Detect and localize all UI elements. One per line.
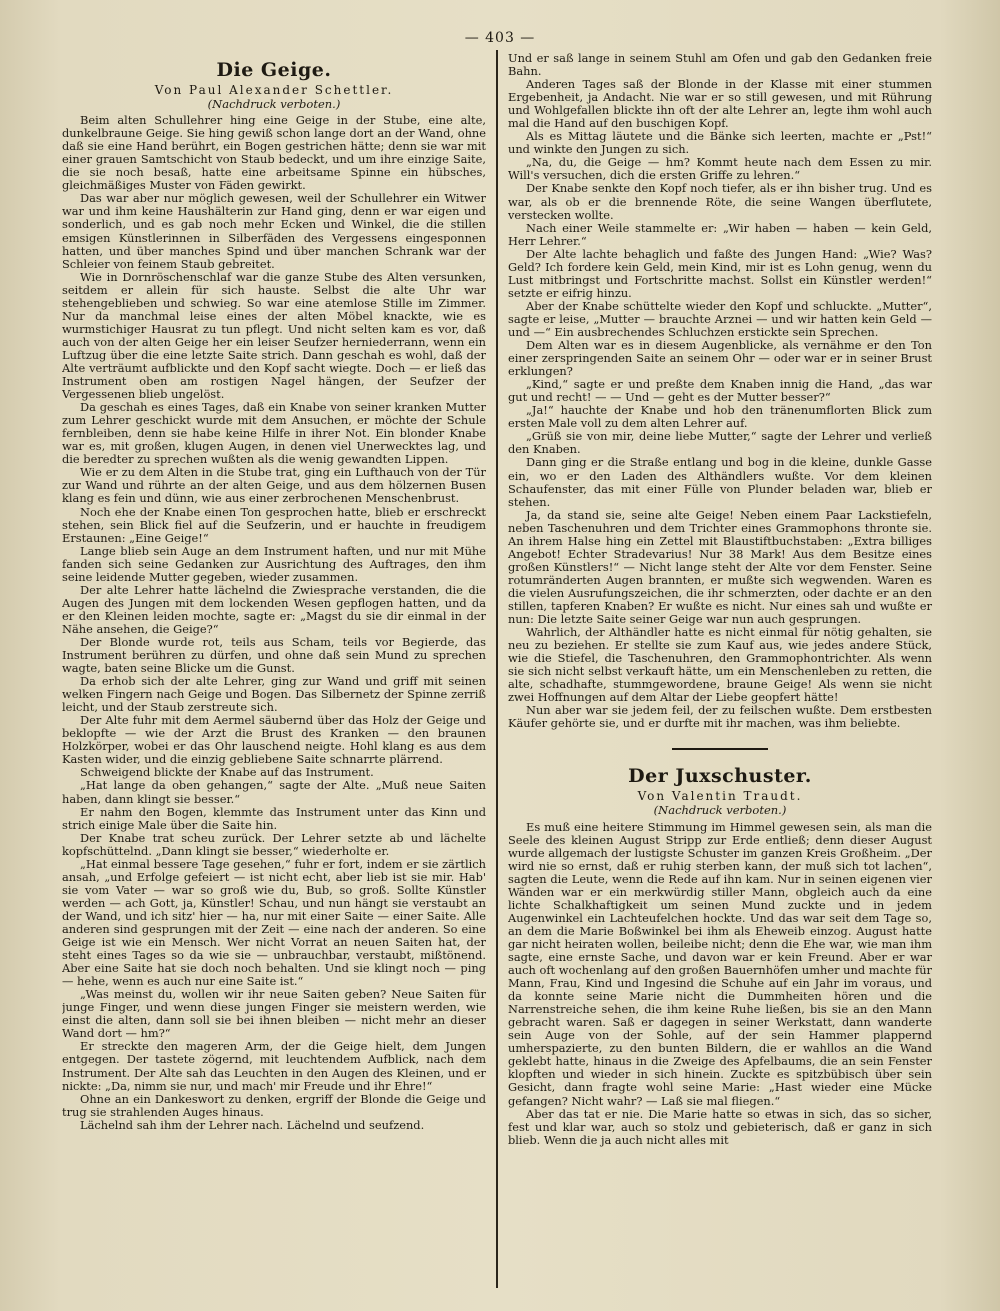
reprint-note: (Nachdruck verboten.) <box>653 803 787 818</box>
paragraph: Der alte Lehrer hatte lächelnd die Zwiesprache verstanden, die die Augen des Jungen mit dem lockenden Wesen gepflogen hatten, und da er den Kleinen leiden mochte, sagte er: „Magst du sie dir einmal in der Nähe ansehen, die Geige?“ <box>62 582 486 636</box>
paragraph: Er streckte den mageren Arm, der die Geige hielt, dem Jungen entgegen. Der tastete zögernd, mit leuchtendem Aufblick, nach dem Instrument. Der Alte sah das Leuchten in den Augen des Kleinen, und er nickte: „Da, nimm sie nur, und mach' mir Freude und ihr Ehre!“ <box>62 1039 486 1093</box>
page-number: — 403 — <box>464 30 536 46</box>
paragraph: Der Alte lachte behaglich und faßte des Jungen Hand: „Wie? Was? Geld? Ich fordere kein Geld, mein Kind, mir ist es Lohn genug, wenn du Lust mitbringst und Fortschritte machst. Sollst ein Künstler werden!“ setzte er eifrig hinzu. <box>508 246 932 300</box>
right-column <box>508 52 932 1292</box>
paragraph: Er nahm den Bogen, klemmte das Instrument unter das Kinn und strich einige Male über die Saite hin. <box>62 804 486 832</box>
paragraph: Wahrlich, der Althändler hatte es nicht einmal für nötig gehalten, sie neu zu beziehen. Er stellte sie zum Kauf aus, wie jedes andere Stück, wie die Stiefel, die Taschenuhren, den Grammophontrichter. Als wenn sie sich nicht selbst verkauft hätte, um ein Menschenleben zu retten, die alte, schadhafte, stummgewordene, braune Geige! Als wenn sie nicht zwei Hoffnungen auf dem Altar der Liebe geopfert hätte! <box>508 625 932 705</box>
left-column <box>62 52 486 1292</box>
paragraph: Anderen Tages saß der Blonde in der Klasse mit einer stummen Ergebenheit, ja Andacht. Nie war er so still gewesen, und mit Rührung und Wohlgefallen blickte ihn oft der alte Lehrer an, legte ihm wohl auch mal die Hand auf den buschigen Kopf. <box>508 77 932 131</box>
paragraph: Aber das tat er nie. Die Marie hatte so etwas in sich, das so sicher, fest und klar war, auch so stolz und gebieterisch, daß er ganz in sich blieb. Wenn die ja auch nicht alles mit <box>508 1106 932 1147</box>
paragraph: Dann ging er die Straße entlang und bog in die kleine, dunkle Gasse ein, wo er den Laden des Althändlers wußte. Vor dem kleinen Schaufenster, das mit einer Fülle von Plunder beladen war, blieb er stehen. <box>508 455 932 509</box>
paragraph: Lächelnd sah ihm der Lehrer nach. Lächelnd und seufzend. <box>80 1117 425 1132</box>
paragraph: Der Blonde wurde rot, teils aus Scham, teils vor Begierde, das Instrument berühren zu dürfen, und ohne daß sein Mund zu sprechen wagte, baten seine Blicke um die Gunst. <box>62 634 486 676</box>
paragraph: Da erhob sich der alte Lehrer, ging zur Wand und griff mit seinen welken Fingern nach Geige und Bogen. Das Silbernetz der Spinne zerriß leicht, und der Staub zerstreute sich. <box>62 674 486 715</box>
paragraph: Der Knabe senkte den Kopf noch tiefer, als er ihn bisher trug. Und es war, als ob er die brennende Röte, die seine Wangen überflutete, verstecken wollte. <box>508 181 932 222</box>
paragraph: Und er saß lange in seinem Stuhl am Ofen und gab den Gedanken freie Bahn. <box>508 52 932 79</box>
paragraph: „Was meinst du, wollen wir ihr neue Saiten geben? Neue Saiten für junge Finger, und wenn diese jungen Finger sie meistern werden, wie einst die alten, dann soll sie bei ihnen bleiben — nicht mehr an dieser Wand dort — hm?“ <box>62 987 486 1041</box>
paragraph: Als es Mittag läutete und die Bänke sich leerten, machte er „Pst!“ und winkte den Jungen zu sich. <box>508 129 932 157</box>
paragraph: „Ja!“ hauchte der Knabe und hob den tränenumflorten Blick zum ersten Male voll zu dem alten Lehrer auf. <box>508 403 932 431</box>
paragraph: Nach einer Weile stammelte er: „Wir haben — haben — kein Geld, Herr Lehrer.“ <box>508 220 932 248</box>
story-title: Die Geige. <box>216 59 332 81</box>
paragraph: „Hat lange da oben gehangen,“ sagte der Alte. „Muß neue Saiten haben, dann klingt sie besser.“ <box>62 778 486 806</box>
paragraph: Das war aber nur möglich gewesen, weil der Schullehrer ein Witwer war und ihm keine Haushälterin zur Hand ging, denn er war eigen und sonderlich, und es gab noch mehr Ecken und Winkel, die die stillen emsigen Künstlerinnen in Silberfäden des Vergessens eingesponnen hatten, und über manches Spind und über manchen Schrank war der Schleier von feinem Staub gebreitet. <box>62 191 486 271</box>
paragraph: Der Alte fuhr mit dem Aermel säubernd über das Holz der Geige und beklopfte — wie der Arzt die Brust des Kranken — den braunen Holzkörper, wobei er das Ohr lauschend neigte. Hohl klang es aus dem Kasten wider, und die einzig gebliebene Saite schnarrte plärrend. <box>62 713 486 767</box>
paragraph: Wie in Dornröschenschlaf war die ganze Stube des Alten versunken, seitdem er allein für sich hauste. Selbst die alte Uhr war stehengeblieben und schwieg. So war eine atemlose Stille im Zimmer. Nur da manchmal leise eines der alten Möbel knackte, wie es wurmstichiger Hausrat zu tun pflegt. Und nicht selten kam es vor, daß auch von der alten Geige her ein leiser Seufzer herniederrann, wenn ein Luftzug über die eine letzte Saite strich. Dann geschah es wohl, daß der Alte verträumt aufblickte und den Kopf sacht wiegte. Doch — er ließ das Instrument oben am rostigen Nagel hängen, der Seufzer der Vergessenen blieb ungelöst. <box>62 269 486 402</box>
paragraph: „Na, du, die Geige — hm? Kommt heute nach dem Essen zu mir. Will's versuchen, dich die ersten Griffe zu lehren.“ <box>508 155 932 183</box>
paragraph: Nun aber war sie jedem feil, der zu feilschen wußte. Dem erstbesten Käufer gehörte sie, und er durfte mit ihr machen, was ihm beliebte. <box>508 703 932 731</box>
paragraph: Aber der Knabe schüttelte wieder den Kopf und schluckte. „Mutter“, sagte er leise, „Mutter — brauchte Arznei — und wir hatten kein Geld — und —“ Ein ausbrechendes Schluchzen erstickte sein Sprechen. <box>508 298 932 339</box>
paragraph: „Hat einmal bessere Tage gesehen,“ fuhr er fort, indem er sie zärtlich ansah, „und Erfolge gefeiert — ist nicht echt, aber lieb ist sie mir. Hab' sie vom Vater — war so groß wie du, Bub, so groß. Sollte Künstler werden — ach Gott, ja, Künstler! Schau, und nun hängt sie verstaubt an der Wand, und ich sitz' hier — ha, nur mit einer Saite — einer Saite. Alle anderen sind gesprungen mit der Zeit — eine nach der anderen. So eine Geige ist wie ein Mensch. Wer nicht Vorrat an neuen Saiten hat, der steht eines Tages so da wie sie — unbrauchbar, verstaubt, mißtönend. Aber eine Saite hat sie doch noch behalten. Und sie klingt noch — ping — hehe, wenn es auch nur eine Saite ist.“ <box>62 856 486 989</box>
paragraph: Der Knabe trat scheu zurück. Der Lehrer setzte ab und lächelte kopfschüttelnd. „Dann klingt sie besser,“ wiederholte er. <box>62 830 486 858</box>
paragraph: Noch ehe der Knabe einen Ton gesprochen hatte, blieb er erschreckt stehen, sein Blick fiel auf die Seufzerin, und er hauchte in freudigem Erstaunen: „Eine Geige!“ <box>62 504 486 545</box>
story-byline: Von Valentin Traudt. <box>637 789 803 804</box>
paragraph: Wie er zu dem Alten in die Stube trat, ging ein Lufthauch von der Tür zur Wand und rührte an der alten Geige, und aus dem hölzernen Busen klang es fein und dünn, wie aus einer zerbrochenen Menschenbrust. <box>62 465 486 506</box>
paragraph: „Grüß sie von mir, deine liebe Mutter,“ sagte der Lehrer und verließ den Knaben. <box>508 429 932 457</box>
paragraph: Ja, da stand sie, seine alte Geige! Neben einem Paar Lackstiefeln, neben Taschenuhren und dem Trichter eines Grammophons thronte sie. An ihrem Halse hing ein Zettel mit Blaustiftbuchstaben: „Extra billiges Angebot! Echter Stradevarius! Nur 38 Mark! Aus dem Besitze eines großen Künstlers!“ — Nicht lange steht der Alte vor dem Fenster. Seine rotumränderten Augen brannten, er mußte sich wegwenden. Waren es die vielen Ausrufungszeichen, die ihr schmerzten, oder dachte er an den stillen, tapferen Knaben? Er wußte es nicht. Nur eines sah und wußte er nun: Die letzte Saite seiner Geige war nun auch gesprungen. <box>508 507 932 627</box>
paragraph: Schweigend blickte der Knabe auf das Instrument. <box>80 765 374 780</box>
paragraph: Dem Alten war es in diesem Augenblicke, als vernähme er den Ton einer zerspringenden Saite an seinem Ohr — oder war er in seiner Brust erklungen? <box>508 338 932 379</box>
paragraph: Da geschah es eines Tages, daß ein Knabe von seiner kranken Mutter zum Lehrer geschickt wurde mit dem Ansuchen, er möchte der Schule fernbleiben, denn sie habe keine Hilfe in ihrer Not. Ein blonder Knabe war es, mit großen, klugen Augen, in denen viel Unerwecktes lag, und die beredter zu sprechen wußten als die wenig gewandten Lippen. <box>62 400 486 467</box>
paragraph: Ohne an ein Dankeswort zu denken, ergriff der Blonde die Geige und trug sie strahlenden Auges hinaus. <box>62 1091 486 1119</box>
paragraph: Es muß eine heitere Stimmung im Himmel gewesen sein, als man die Seele des kleinen August Stripp zur Erde entließ; denn dieser August wurde allgemach der lustigste Schuster im ganzen Kreis Großheim. „Der wird nie so ernst, daß er ruhig sterben kann, der muß sich tot lachen“, sagten die Leute, wenn die Rede auf ihn kam. Nur in seinen eigenen vier Wänden war er ein merkwürdig stiller Mann, obgleich auch da eine lichte Schalkhaftigkeit um seinen Mund zuckte und in jedem Augenwinkel ein Lachteufelchen hockte. Und das war seit dem Tage so, an dem die Marie Boßwinkel bei ihm als Eheweib einzog. August hatte gar nicht heiraten wollen, beileibe nicht; denn die Ehe war, wie man ihm sagte, eine ernste Sache, und davon war er kein Freund. Aber er war auch oft wochenlang auf den großen Bauernhöfen umher und machte für Mann, Frau, Kind und Ingesind die Schuhe auf ein Jahr im voraus, und da konnte seine Marie nicht die Dummheiten hören und die Narrenstreiche sehen, die ihm keine Ruhe ließen, bis sie an den Mann gebracht waren. Saß er dagegen in seiner Werkstatt, dann wanderte sein Auge von der Sohle, auf der sein Hammer plappernd umherspazierte, zu den bunten Bildern, die er wahllos an die Wand geklebt hatte, hinaus in die Zweige des Apfelbaums, die an sein Fenster klopften und wieder in sich hinein. Zuckte es spitzbübisch über sein Gesicht, dann fragte wohl seine Marie: „Hast wieder eine Mücke gefangen? Nicht wahr? — Laß sie mal fliegen.“ <box>508 819 932 1108</box>
story-separator <box>672 748 768 750</box>
paragraph: Lange blieb sein Auge an dem Instrument haften, und nur mit Mühe fanden sich seine Gedanken zur Ausrichtung des Auftrages, den ihm seine leidende Mutter gegeben, wieder zusammen. <box>62 543 486 584</box>
story-byline: Von Paul Alexander Schettler. <box>154 83 394 97</box>
paragraph: „Kind,“ sagte er und preßte dem Knaben innig die Hand, „das war gut und recht! — — Und — geht es der Mutter besser?“ <box>508 377 932 405</box>
story-title: Der Juxschuster. <box>628 765 812 788</box>
reprint-note: (Nachdruck verboten.) <box>207 97 341 112</box>
column-rule <box>496 50 498 1288</box>
paragraph: Beim alten Schullehrer hing eine Geige in der Stube, eine alte, dunkelbraune Geige. Sie hing gewiß schon lange dort an der Wand, ohne daß sie eine Hand berührt, ein Bogen gestrichen hätte; denn sie war mit einer grauen Samtschicht von Staub bedeckt, und um ihre einzige Saite, die sie noch besaß, hatte eine arbeitsame Spinne ein hübsches, gleichmäßiges Muster von Fäden gewirkt. <box>62 113 486 193</box>
